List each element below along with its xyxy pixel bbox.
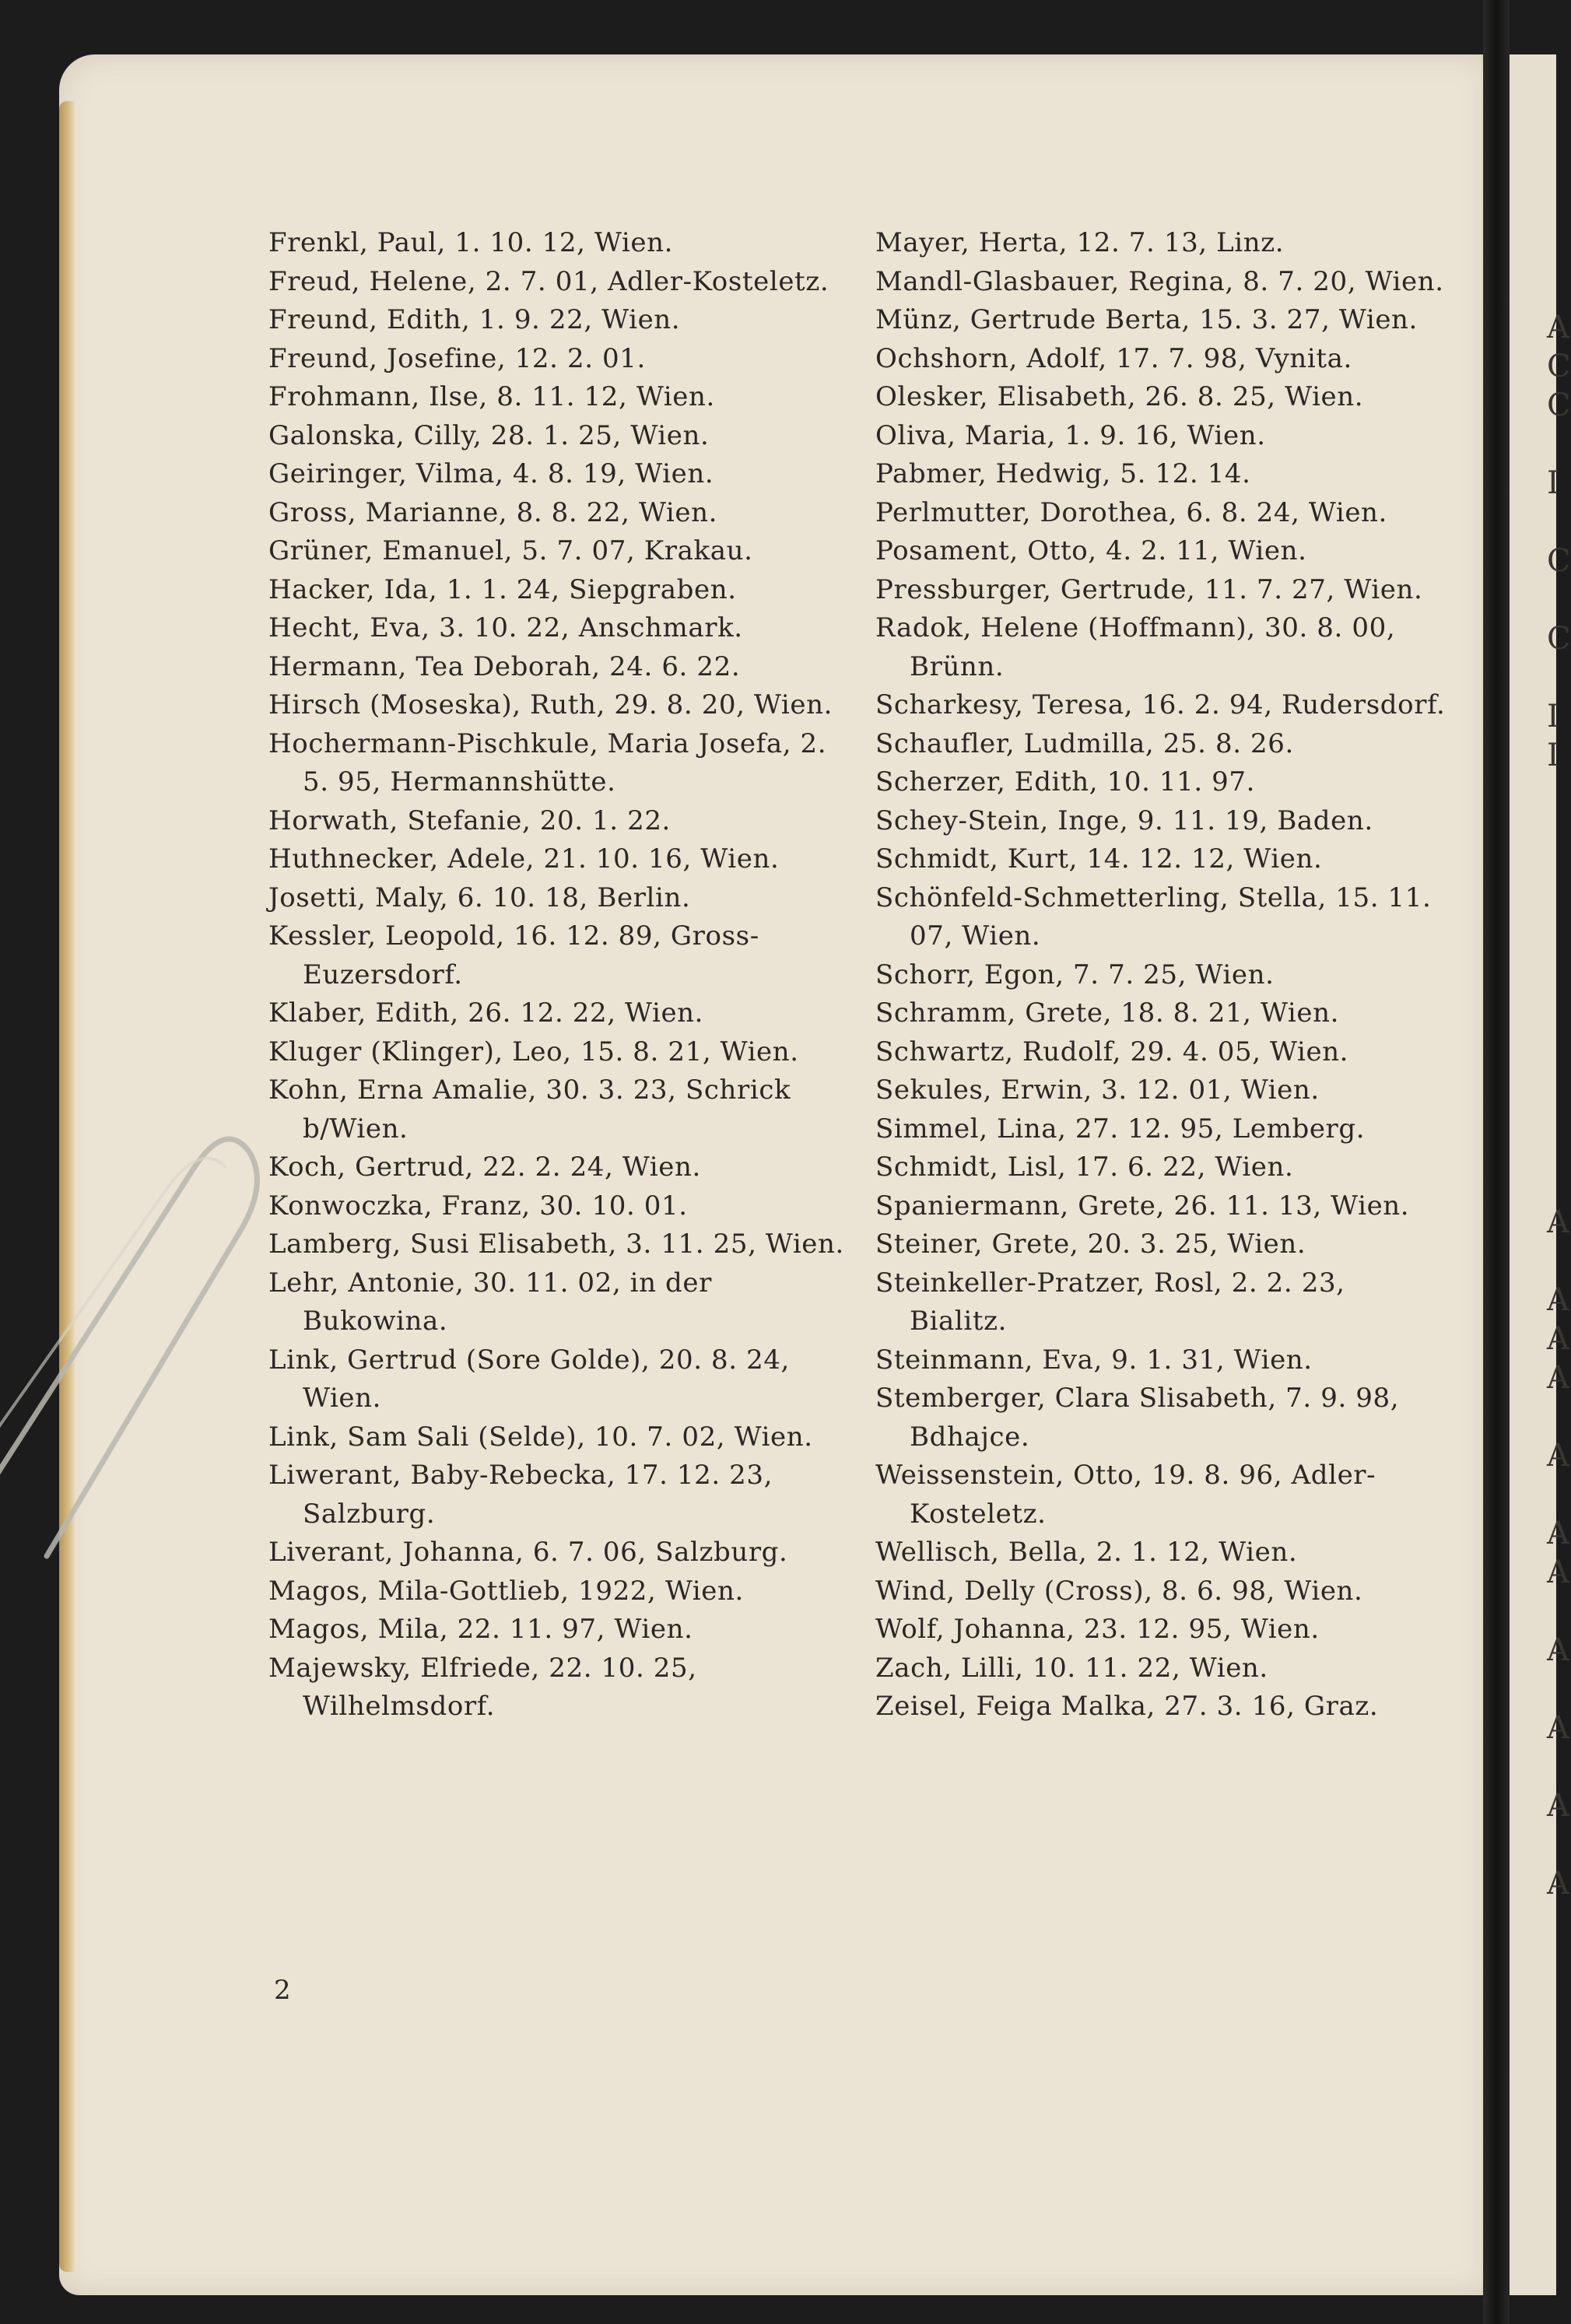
list-item: Magos, Mila-Gottlieb, 1922, Wien. [268, 1575, 744, 1607]
list-item: Huthnecker, Adele, 21. 10. 16, Wien. [268, 843, 780, 875]
list-item: Steinmann, Eva, 9. 1. 31, Wien. [875, 1344, 1313, 1376]
list-item: Scherzer, Edith, 10. 11. 97. [875, 766, 1256, 797]
next-page-fragment: A [1547, 1788, 1569, 1824]
list-item: Ochshorn, Adolf, 17. 7. 98, Vynita. [875, 342, 1352, 374]
list-item: Majewsky, Elfriede, 22. 10. 25, Wilhelmsdorf. [268, 1652, 697, 1722]
next-page-fragment: C [1547, 621, 1571, 657]
list-item: Galonska, Cilly, 28. 1. 25, Wien. [268, 419, 710, 451]
list-item: Schramm, Grete, 18. 8. 21, Wien. [875, 997, 1340, 1029]
list-item: Schorr, Egon, 7. 7. 25, Wien. [875, 959, 1275, 990]
next-page-fragment: I [1547, 699, 1559, 734]
list-item: Schönfeld-Schmetterling, Stella, 15. 11. 07, Wien. [875, 882, 1432, 952]
next-page-fragment: A [1547, 1282, 1569, 1318]
list-item: Freund, Josefine, 12. 2. 01. [268, 342, 646, 374]
list-item: Liwerant, Baby-Rebecka, 17. 12. 23, Salzburg. [268, 1460, 773, 1530]
list-item: Gross, Marianne, 8. 8. 22, Wien. [268, 496, 718, 528]
list-item: Freud, Helene, 2. 7. 01, Adler-Kosteletz. [268, 265, 829, 297]
list-item: Grüner, Emanuel, 5. 7. 07, Krakau. [268, 535, 753, 566]
list-item: Hacker, Ida, 1. 1. 24, Siepgraben. [268, 573, 737, 605]
list-item: Radok, Helene (Hoffmann), 30. 8. 00, Brünn. [875, 612, 1396, 682]
page-number: 2 [274, 1975, 291, 2006]
next-page-fragment: A [1547, 1710, 1569, 1746]
list-item: Schey-Stein, Inge, 9. 11. 19, Baden. [875, 804, 1373, 836]
list-item: Mayer, Herta, 12. 7. 13, Linz. [875, 227, 1285, 258]
list-item: Freund, Edith, 1. 9. 22, Wien. [268, 304, 681, 335]
list-item: Wind, Delly (Cross), 8. 6. 98, Wien. [875, 1575, 1363, 1607]
list-item: Kohn, Erna Amalie, 30. 3. 23, Schrick b/Wien. [268, 1074, 791, 1144]
list-item: Scharkesy, Teresa, 16. 2. 94, Rudersdorf. [875, 689, 1446, 720]
list-item: Lamberg, Susi Elisabeth, 3. 11. 25, Wien. [268, 1229, 844, 1260]
next-page-fragment: C [1547, 543, 1571, 579]
next-page-fragment: A [1547, 310, 1569, 345]
list-item: Simmel, Lina, 27. 12. 95, Lemberg. [875, 1113, 1366, 1144]
list-item: Schwartz, Rudolf, 29. 4. 05, Wien. [875, 1036, 1349, 1067]
list-item: Geiringer, Vilma, 4. 8. 19, Wien. [268, 458, 714, 489]
name-list-right [875, 224, 1451, 1726]
list-item: Hochermann-Pischkule, Maria Josefa, 2. 5. 95, Hermannshütte. [268, 727, 827, 797]
list-item: Steiner, Grete, 20. 3. 25, Wien. [875, 1229, 1306, 1260]
next-page-fragment: A [1547, 1438, 1569, 1474]
list-item: Spaniermann, Grete, 26. 11. 13, Wien. [875, 1190, 1410, 1222]
list-item: Pabmer, Hedwig, 5. 12. 14. [875, 458, 1251, 489]
next-page-fragment: A [1547, 1204, 1569, 1240]
next-page-fragment: A [1547, 1360, 1569, 1396]
list-item: Klaber, Edith, 26. 12. 22, Wien. [268, 997, 704, 1029]
list-item: Zach, Lilli, 10. 11. 22, Wien. [875, 1652, 1268, 1684]
list-item: Schaufler, Ludmilla, 25. 8. 26. [875, 727, 1294, 759]
next-page-fragment: A [1547, 1866, 1569, 1902]
next-page-fragment: A [1547, 1632, 1569, 1668]
name-list-left [268, 224, 844, 1726]
list-item: Posament, Otto, 4. 2. 11, Wien. [875, 535, 1307, 566]
list-item: Hermann, Tea Deborah, 24. 6. 22. [268, 650, 741, 682]
next-page-fragment: C [1547, 387, 1571, 423]
list-item: Oliva, Maria, 1. 9. 16, Wien. [875, 419, 1266, 451]
list-item: Konwoczka, Franz, 30. 10. 01. [268, 1190, 688, 1222]
list-item: Link, Gertrud (Sore Golde), 20. 8. 24, Wien. [268, 1344, 790, 1414]
next-page-fragment: I [1547, 738, 1559, 773]
list-item: Wolf, Johanna, 23. 12. 95, Wien. [875, 1614, 1320, 1645]
list-item: Magos, Mila, 22. 11. 97, Wien. [268, 1614, 693, 1645]
list-item: Koch, Gertrud, 22. 2. 24, Wien. [268, 1151, 701, 1183]
list-item: Steinkeller-Pratzer, Rosl, 2. 2. 23, Bialitz. [875, 1267, 1345, 1337]
next-page-fragment: A [1547, 1555, 1569, 1590]
list-item: Horwath, Stefanie, 20. 1. 22. [268, 804, 671, 836]
list-item: Sekules, Erwin, 3. 12. 01, Wien. [875, 1074, 1320, 1106]
list-item: Liverant, Johanna, 6. 7. 06, Salzburg. [268, 1537, 788, 1568]
list-item: Perlmutter, Dorothea, 6. 8. 24, Wien. [875, 496, 1387, 528]
list-item: Kluger (Klinger), Leo, 15. 8. 21, Wien. [268, 1036, 799, 1067]
next-page-fragment: I [1547, 465, 1559, 501]
book-gutter [1483, 0, 1510, 2324]
list-item: Schmidt, Kurt, 14. 12. 12, Wien. [875, 843, 1323, 875]
next-page-fragment: A [1547, 1516, 1569, 1551]
list-item: Pressburger, Gertrude, 11. 7. 27, Wien. [875, 573, 1423, 605]
list-item: Olesker, Elisabeth, 26. 8. 25, Wien. [875, 381, 1364, 412]
list-item: Lehr, Antonie, 30. 11. 02, in der Bukowina. [268, 1267, 712, 1337]
list-item: Weissenstein, Otto, 19. 8. 96, Adler-Kosteletz. [875, 1460, 1376, 1530]
list-item: Hirsch (Moseska), Ruth, 29. 8. 20, Wien. [268, 689, 833, 720]
list-item: Frenkl, Paul, 1. 10. 12, Wien. [268, 227, 674, 258]
list-item: Hecht, Eva, 3. 10. 22, Anschmark. [268, 612, 743, 643]
list-item: Zeisel, Feiga Malka, 27. 3. 16, Graz. [875, 1691, 1379, 1722]
next-page-fragment: C [1547, 349, 1571, 384]
list-item: Frohmann, Ilse, 8. 11. 12, Wien. [268, 381, 715, 412]
list-item: Stemberger, Clara Slisabeth, 7. 9. 98, Bdhajce. [875, 1383, 1400, 1453]
list-item: Münz, Gertrude Berta, 15. 3. 27, Wien. [875, 304, 1418, 335]
list-item: Mandl-Glasbauer, Regina, 8. 7. 20, Wien. [875, 265, 1444, 297]
paperclip-icon [0, 1120, 265, 1525]
list-item: Josetti, Maly, 6. 10. 18, Berlin. [268, 882, 691, 913]
list-item: Kessler, Leopold, 16. 12. 89, Gross-Euzersdorf. [268, 920, 759, 990]
list-item: Schmidt, Lisl, 17. 6. 22, Wien. [875, 1151, 1294, 1183]
list-item: Link, Sam Sali (Selde), 10. 7. 02, Wien. [268, 1421, 813, 1453]
list-item: Wellisch, Bella, 2. 1. 12, Wien. [875, 1537, 1298, 1568]
next-page-fragment: A [1547, 1321, 1569, 1357]
